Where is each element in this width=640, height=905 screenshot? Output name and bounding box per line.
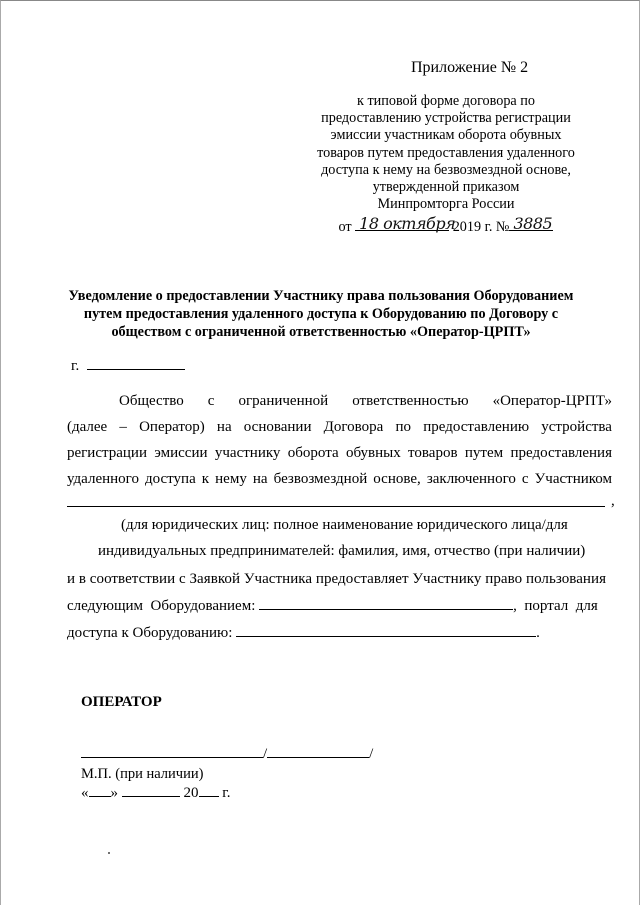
body-word: «Оператор-ЦРПТ» [492, 393, 612, 409]
body-word: основе, [373, 471, 421, 487]
city-field [71, 358, 185, 375]
order-date-handwritten: 18 октября [359, 214, 456, 234]
annex-line: доступа к нему на безвозмездной основе, [321, 161, 571, 178]
city-label: г. [71, 358, 80, 374]
order-number-handwritten: 3885 [513, 214, 553, 234]
annex-title: Приложение № 2 [411, 59, 529, 76]
date-century: 20 [183, 785, 199, 801]
note-line-2: индивидуальных предпринимателей: фамилия, имя, отчество (при наличии) [98, 543, 586, 559]
date-open-quote: « [81, 785, 89, 801]
body-word: основании [243, 419, 312, 435]
equipment-label: следующим Оборудованием: [67, 598, 256, 614]
order-prefix: от [338, 219, 352, 236]
rule-comma: , [611, 493, 615, 509]
body-word: ограниченной [238, 393, 329, 409]
city-blank [87, 368, 185, 370]
portal-label: , портал для [513, 598, 598, 614]
order-year: 2019 г. № [452, 219, 510, 236]
body-word: с [207, 393, 215, 409]
year-blank [199, 795, 219, 797]
day-blank [89, 795, 111, 797]
document-title [41, 287, 601, 341]
body-line-3 [67, 445, 612, 462]
date-close-quote: » [110, 785, 118, 801]
body-line-8 [67, 598, 598, 615]
signature-slash-2: / [369, 746, 374, 762]
body-word: Участником [534, 471, 612, 487]
access-label: доступа к Оборудованию: [67, 625, 233, 641]
annex-line: к типовой форме договора по [357, 93, 535, 109]
note-line-1: (для юридических лиц: полное наименование юридического лица/для [121, 517, 568, 533]
access-end: . [536, 625, 540, 641]
title-line: обществом с ограниченной ответственностью «Оператор-ЦРПТ» [111, 324, 531, 340]
body-line-9 [67, 625, 540, 642]
date-suffix: г. [222, 785, 231, 801]
participant-name-line [67, 506, 605, 507]
body-word: на [216, 419, 232, 435]
signature-row [81, 746, 373, 763]
body-word: по [395, 419, 412, 435]
annex-line: Минпромторга России [377, 196, 515, 213]
body-word: (далее [67, 419, 108, 435]
body-word: ответственностью [352, 393, 469, 409]
access-blank [236, 635, 536, 637]
body-word: оборота [287, 445, 339, 461]
body-line-4 [67, 471, 612, 488]
annex-line: предоставлению устройства регистрации [321, 110, 571, 127]
body-word: Оператор) [139, 419, 205, 435]
body-word: участнику [214, 445, 281, 461]
name-blank [267, 756, 369, 758]
operator-label: ОПЕРАТОР [81, 694, 162, 710]
body-line-1 [67, 393, 612, 410]
body-word: эмиссии [154, 445, 208, 461]
order-number-field [509, 214, 553, 234]
body-word: удаленного [67, 471, 139, 487]
body-word: на [252, 471, 268, 487]
body-word: заключенного [426, 471, 516, 487]
body-word: путем [464, 445, 504, 461]
body-word: обувных [345, 445, 401, 461]
stamp-label: М.П. (при наличии) [81, 766, 204, 782]
signature-blank [81, 756, 263, 758]
body-word: Договора [323, 419, 384, 435]
body-word: к [201, 471, 210, 487]
body-line-2 [67, 419, 612, 436]
body-word: предоставления [510, 445, 612, 461]
body-word: Общество [119, 393, 184, 409]
annex-description [301, 93, 591, 237]
body-word: – [119, 419, 127, 435]
body-word: предоставлению [423, 419, 530, 435]
equipment-blank [259, 608, 513, 610]
date-row [81, 785, 230, 802]
title-line: путем предоставления удаленного доступа к Оборудованию по Договору с [83, 306, 559, 322]
annex-line: эмиссии участникам оборота обувных [330, 127, 562, 144]
body-word: с [521, 471, 529, 487]
body-word: регистрации [67, 445, 147, 461]
body-word: нему [215, 471, 247, 487]
annex-line: утвержденной приказом [372, 179, 520, 196]
body-word: безвозмездной [273, 471, 368, 487]
scan-speck [108, 852, 110, 854]
body-word: доступа [145, 471, 196, 487]
body-line-7: и в соответствии с Заявкой Участника предоставляет Участнику право пользования [67, 571, 607, 587]
annex-line: товаров путем предоставления удаленного [317, 144, 575, 161]
order-reference [301, 214, 591, 236]
order-date-field [355, 214, 456, 234]
body-word: товаров [408, 445, 458, 461]
title-line: Уведомление о предоставлении Участнику права пользования Оборудованием [68, 288, 574, 304]
signature-slash-1: / [263, 746, 268, 762]
body-word: устройства [541, 419, 612, 435]
month-blank [122, 795, 180, 797]
